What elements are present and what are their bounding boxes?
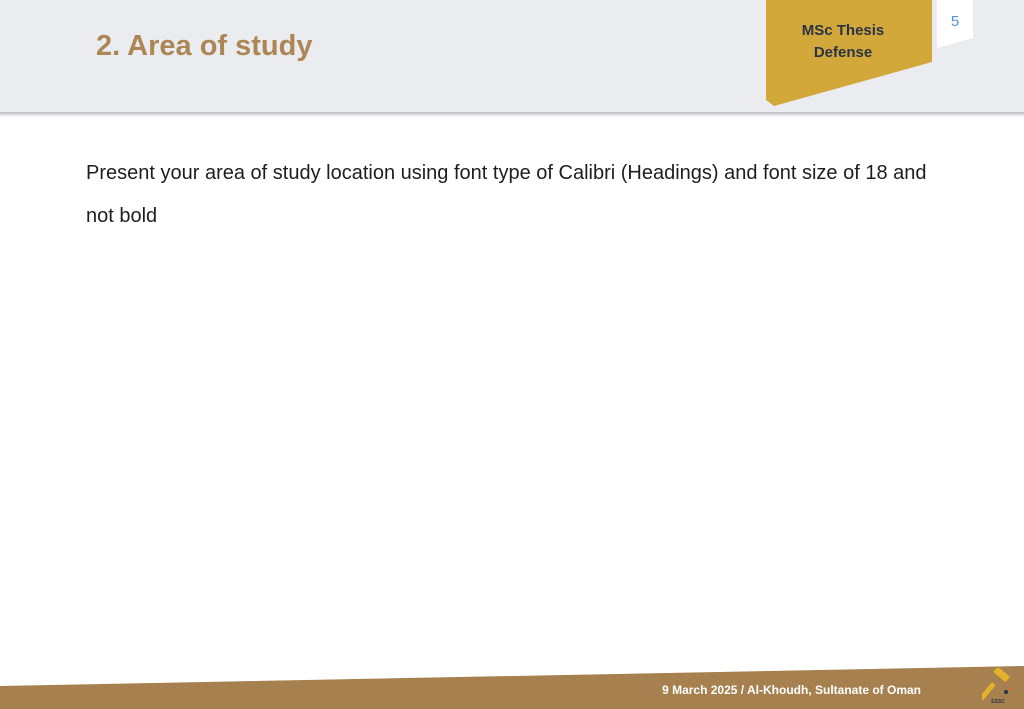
footer-date-location: 9 March 2025 / Al-Khoudh, Sultanate of Oman (662, 683, 921, 697)
essc-logo (982, 668, 1014, 708)
body-text: Present your area of study location using font type of Calibri (Headings) and font size of 18 and not bold (86, 162, 927, 227)
logo-label: ESSC (991, 699, 1005, 705)
slide-title: 2. Area of study (96, 30, 313, 62)
ribbon-label-line2: Defense (813, 44, 873, 61)
header-shadow (0, 112, 1024, 117)
ribbon-label (766, 20, 920, 64)
ribbon-label-line1: MSc Thesis (801, 22, 885, 39)
page-number-tab (937, 0, 973, 48)
hammer-icon (982, 668, 1014, 700)
page-number: 5 (950, 13, 960, 30)
